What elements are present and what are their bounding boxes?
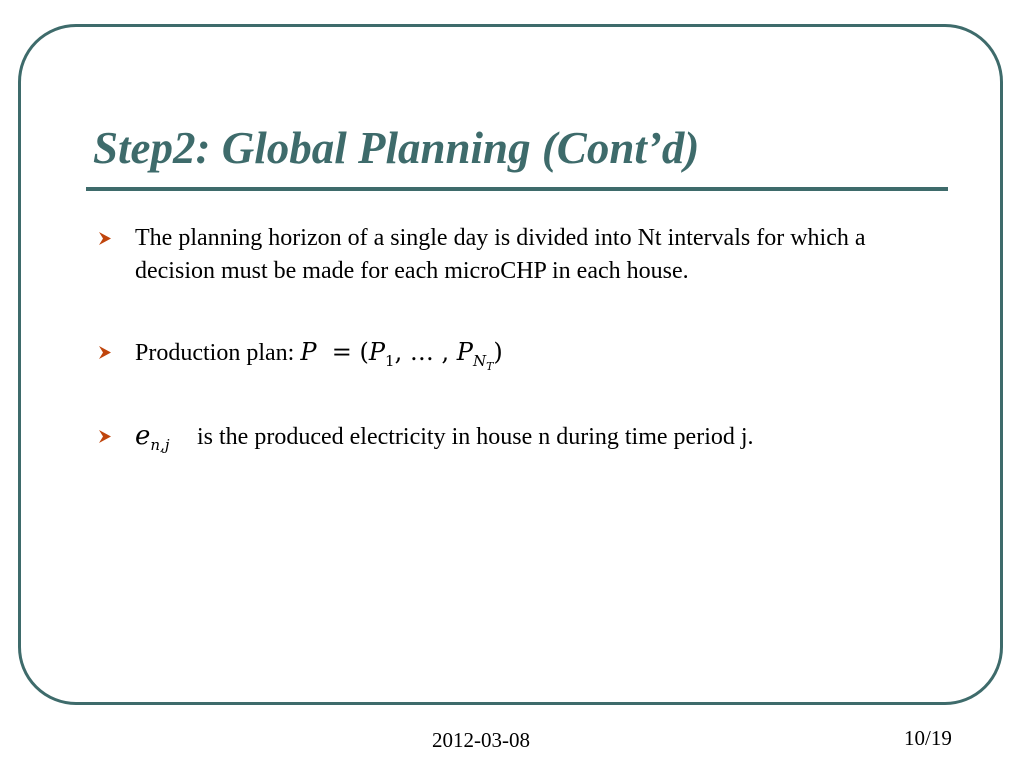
arrowhead-bullet-icon — [96, 336, 116, 369]
title-underline — [86, 187, 948, 191]
bullet-item-produced-electricity — [96, 420, 936, 462]
bullet-item-production-plan — [96, 336, 936, 383]
bullet-content — [135, 336, 936, 383]
footer-date: 2012-03-08 — [432, 728, 530, 752]
formula-subscript — [472, 352, 494, 373]
formula-symbol: P — [456, 338, 473, 366]
formula-symbol: e — [135, 421, 151, 451]
formula-equals: = — [331, 338, 352, 366]
production-plan-formula — [300, 336, 502, 383]
electricity-variable-formula — [135, 420, 197, 462]
slide-title: Step2: Global Planning (Cont’d) — [93, 123, 700, 173]
formula-close-paren: ) — [493, 338, 503, 366]
bullet-content — [135, 420, 936, 462]
formula-symbol: P — [300, 338, 317, 366]
formula-subsubscript: T — [486, 360, 494, 373]
formula-subscript: n,j — [150, 436, 170, 454]
formula-ellipsis: … — [409, 338, 434, 366]
arrowhead-bullet-icon — [96, 420, 116, 453]
arrowhead-bullet-icon — [96, 222, 116, 255]
bullet-text: The planning horizon of a single day is divided into Nt intervals for which a decision must be made for each microCHP in each house. — [135, 225, 866, 284]
page-number: 10/19 — [904, 726, 952, 750]
formula-subscript-symbol: N — [472, 352, 487, 370]
formula-open-paren: ( — [359, 338, 369, 366]
formula-subscript: 1 — [385, 352, 395, 370]
bullet-label: Production plan: — [135, 340, 295, 366]
formula-symbol: P — [368, 338, 386, 366]
formula-comma: , — [394, 338, 403, 366]
bullet-text: is the produced electricity in house n during time period j. — [197, 424, 754, 450]
bullet-item-planning-horizon — [96, 222, 936, 288]
formula-comma: , — [441, 338, 450, 366]
